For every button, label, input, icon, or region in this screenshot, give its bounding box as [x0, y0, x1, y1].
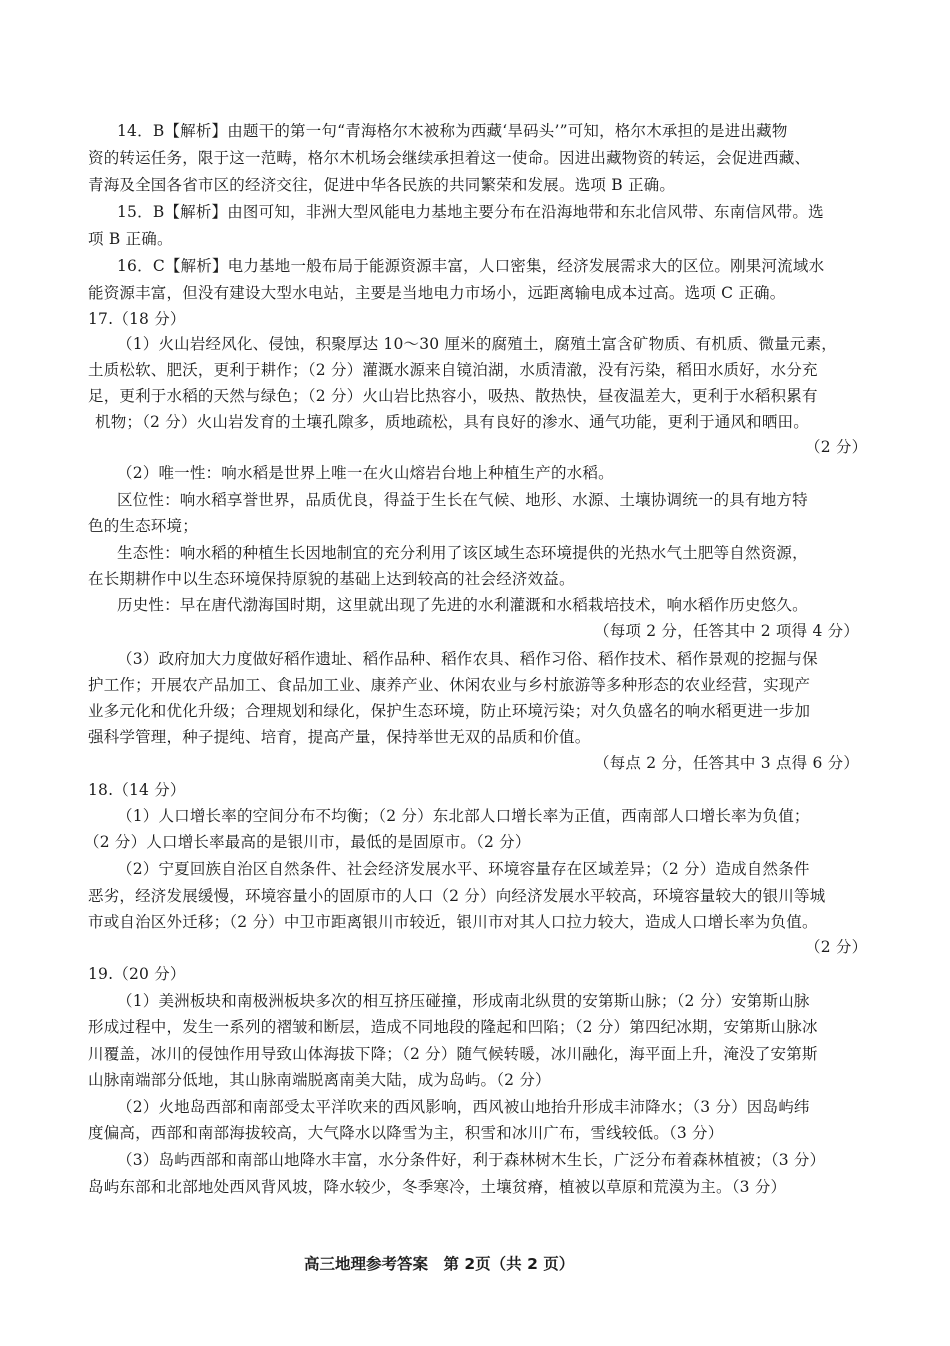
q19-1-line-1: （1）美洲板块和南极洲板块多次的相互挤压碰撞，形成南北纵贯的安第斯山脉；（2 分）安第斯山脉	[117, 992, 810, 1010]
q17-3-line-3: 业多元化和优化升级；合理规划和绿化，保护生态环境，防止环境污染；对久负盛名的响水稻更进一步加	[88, 702, 811, 720]
q15-line-2: 项 B 正确。	[88, 230, 173, 248]
q17-2-line-6: 历史性：早在唐代渤海国时期，这里就出现了先进的水利灌溉和水稻栽培技术，响水稻作历史悠久。	[117, 596, 808, 614]
q17-3-line-1: （3）政府加大力度做好稻作遗址、稻作品种、稻作农具、稻作习俗、稻作技术、稻作景观的挖掘与保	[117, 650, 818, 668]
q17-1-line-4: 机物；（2 分）火山岩发育的土壤孔隙多，质地疏松，具有良好的渗水、通气功能，更利于通风和晒田。	[95, 413, 809, 431]
q19-heading: 19.（20 分）	[88, 965, 186, 983]
q17-1-line-1: （1）火山岩经风化、侵蚀，积聚厚达 10～30 厘米的腐殖土，腐殖土富含矿物质、有机质、微量元素，	[117, 335, 837, 353]
q19-1-line-3: 川覆盖，冰川的侵蚀作用导致山体海拔下降；（2 分）随气候转暖，冰川融化，海平面上升，淹没了安第斯	[88, 1045, 818, 1063]
q17-heading: 17.（18 分）	[88, 310, 186, 328]
q16-line-1: 16．C【解析】电力基地一般布局于能源资源丰富，人口密集，经济发展需求大的区位。刚果河流域水	[117, 257, 825, 275]
q15-line-1: 15．B【解析】由图可知，非洲大型风能电力基地主要分布在沿海地带和东北信风带、东南信风带。选	[117, 203, 824, 221]
q17-1-score: （2 分）	[805, 438, 868, 456]
q17-2-line-2: 区位性：响水稻享誉世界，品质优良，得益于生长在气候、地形、水源、土壤协调统一的具有地方特	[117, 491, 808, 509]
q17-2-line-1: （2）唯一性：响水稻是世界上唯一在火山熔岩台地上种植生产的水稻。	[117, 464, 614, 482]
q19-1-line-2: 形成过程中，发生一系列的褶皱和断层，造成不同地段的隆起和凹陷；（2 分）第四纪冰期，安第斯山脉冰	[88, 1018, 818, 1036]
q19-3-line-1: （3）岛屿西部和南部山地降水丰富，水分条件好，利于森林树木生长，广泛分布着森林植被；（3 分）	[117, 1151, 826, 1169]
q19-3-line-2: 岛屿东部和北部地处西风背风坡，降水较少，冬季寒冷，土壤贫瘠，植被以草原和荒漠为主。（3 分）	[88, 1178, 787, 1196]
q17-2-line-4: 生态性：响水稻的种植生长因地制宜的充分利用了该区域生态环境提供的光热水气土肥等自然资源，	[117, 544, 808, 562]
q16-line-2: 能资源丰富，但没有建设大型水电站，主要是当地电力市场小，远距离输电成本过高。选项 C 正确。	[88, 284, 786, 302]
q18-1-line-2: （2 分）人口增长率最高的是银川市，最低的是固原市。（2 分）	[84, 833, 531, 851]
q18-2-line-2: 恶劣，经济发展缓慢，环境容量小的固原市的人口（2 分）向经济发展水平较高，环境容量较大的银川等城	[88, 887, 826, 905]
q17-1-line-3: 足，更利于水稻的天然与绿色；（2 分）火山岩比热容小，吸热、散热快，昼夜温差大，更利于水稻积累有	[88, 387, 818, 405]
q18-2-score: （2 分）	[805, 938, 868, 956]
q18-heading: 18.（14 分）	[88, 781, 186, 799]
q18-1-line-1: （1）人口增长率的空间分布不均衡；（2 分）东北部人口增长率为正值，西南部人口增长率为负值；	[117, 807, 810, 825]
q19-2-line-1: （2）火地岛西部和南部受太平洋吹来的西风影响，西风被山地抬升形成丰沛降水；（3 分）因岛屿纬	[117, 1098, 810, 1116]
page-footer: 高三地理参考答案 第 2页（共 2 页）	[304, 1255, 575, 1273]
q19-1-line-4: 山脉南端部分低地，其山脉南端脱离南美大陆，成为岛屿。（2 分）	[88, 1071, 551, 1089]
q17-2-line-3: 色的生态环境；	[88, 517, 198, 535]
q17-3-score: （每点 2 分，任答其中 3 点得 6 分）	[594, 754, 860, 772]
q17-3-line-2: 护工作；开展农产品加工、食品加工业、康养产业、休闲农业与乡村旅游等多种形态的农业经营，实现产	[88, 676, 811, 694]
q17-2-line-5: 在长期耕作中以生态环境保持原貌的基础上达到较高的社会经济效益。	[88, 570, 575, 588]
q18-2-line-1: （2）宁夏回族自治区自然条件、社会经济发展水平、环境容量存在区域差异；（2 分）造成自然条件	[117, 860, 810, 878]
q18-2-line-3: 市或自治区外迁移；（2 分）中卫市距离银川市较近，银川市对其人口拉力较大，造成人口增长率为负值。	[88, 913, 818, 931]
q19-2-line-2: 度偏高，西部和南部海拔较高，大气降水以降雪为主，积雪和冰川广布，雪线较低。（3 分）	[88, 1124, 724, 1142]
q17-1-line-2: 土质松软、肥沃，更利于耕作；（2 分）灌溉水源来自镜泊湖，水质清澈，没有污染，稻田水质好，水分充	[88, 361, 818, 379]
q17-3-line-4: 强科学管理，种子提纯、培育，提高产量，保持举世无双的品质和价值。	[88, 728, 591, 746]
q14-line-1: 14．B【解析】由题干的第一句“青海格尔木被称为西藏‘旱码头’”可知，格尔木承担的是进出藏物	[117, 122, 788, 140]
q14-line-2: 资的转运任务，限于这一范畴，格尔木机场会继续承担着这一使命。因进出藏物资的转运，会促进西藏、	[88, 149, 811, 167]
q14-line-3: 青海及全国各省市区的经济交往，促进中华各民族的共同繁荣和发展。选项 B 正确。	[88, 176, 676, 194]
q17-2-score: （每项 2 分，任答其中 2 项得 4 分）	[594, 622, 860, 640]
